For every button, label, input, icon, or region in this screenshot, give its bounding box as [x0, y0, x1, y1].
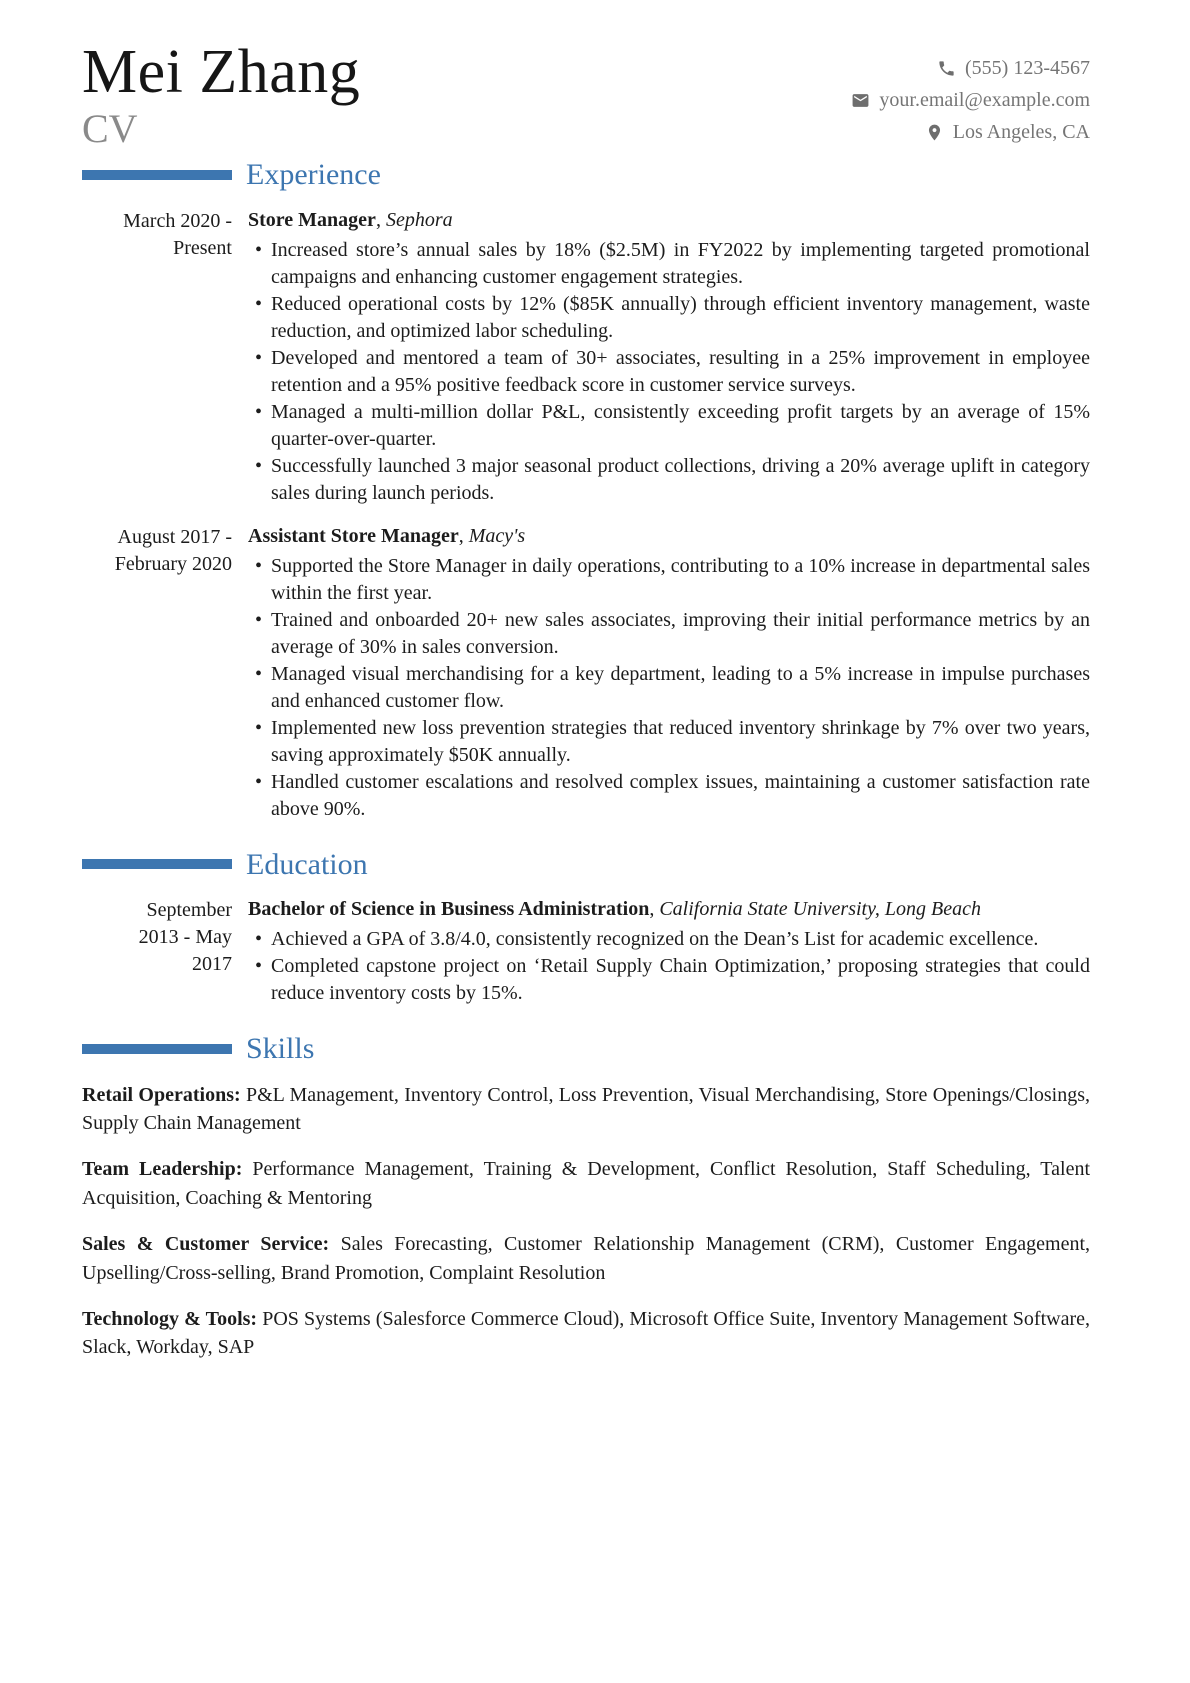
- skill-group: [82, 1081, 1090, 1138]
- skill-group: [82, 1230, 1090, 1287]
- section-rule-bar: [82, 170, 232, 180]
- entry-title-line: [248, 207, 1090, 234]
- skill-group-text: Performance Management, Training & Development, Conflict Resolution, Staff Scheduling, Talent Acquisition, Coaching & Mentoring: [82, 1158, 1090, 1209]
- contact-phone-row: [851, 52, 1090, 84]
- entry-organization: California State University, Long Beach: [659, 898, 981, 921]
- skill-group-label: Technology & Tools:: [82, 1307, 258, 1330]
- skill-group-text: POS Systems (Salesforce Commerce Cloud), Microsoft Office Suite, Inventory Management Software, Slack, Workday, SAP: [82, 1307, 1091, 1359]
- section-rule-bar: [82, 1044, 232, 1054]
- skill-group-text: P&L Management, Inventory Control, Loss Prevention, Visual Merchandising, Store Openings/Closings, Supply Chain Management: [82, 1083, 1091, 1134]
- bullet-item: • Successfully launched 3 major seasonal product collections, driving a 20% average uplift in category sales during launch periods.: [248, 453, 1090, 507]
- entry-role: Assistant Store Manager: [248, 524, 459, 547]
- entry-organization: Sephora: [385, 208, 453, 231]
- entry-title-line: [248, 523, 1090, 550]
- experience-entry: [82, 523, 1090, 823]
- experience-entry: [82, 207, 1090, 507]
- section-rule-bar: [82, 859, 232, 869]
- entry-separator: ,: [458, 524, 469, 547]
- bullet-item: • Implemented new loss prevention strategies that reduced inventory shrinkage by 7% over two years, saving approximately $50K annually.: [248, 715, 1090, 769]
- bullet-item: • Handled customer escalations and resolved complex issues, maintaining a customer satisfaction rate above 90%.: [248, 769, 1090, 823]
- entry-dates-cell: [82, 896, 232, 1007]
- contact-phone: (555) 123-4567: [965, 57, 1090, 79]
- phone-icon: [937, 59, 956, 78]
- bullet-item: • Trained and onboarded 20+ new sales associates, improving their initial performance metrics by an average of 30% in sales conversion.: [248, 607, 1090, 661]
- experience-section-head: [82, 159, 1090, 191]
- experience-entries: [82, 207, 1090, 823]
- bullet-item: • Managed a multi-million dollar P&L, consistently exceeding profit targets by an average of 15% quarter-over-quarter.: [248, 399, 1090, 453]
- bullet-item: • Achieved a GPA of 3.8/4.0, consistently recognized on the Dean’s List for academic excellence.: [248, 926, 1090, 953]
- education-entries: [82, 896, 1090, 1007]
- contact-location-row: [851, 116, 1090, 148]
- entry-title-line: [248, 896, 1090, 923]
- education-section-head: [82, 849, 1090, 881]
- entry-dates: August 2017 - February 2020: [114, 525, 232, 575]
- skills-groups: [82, 1081, 1090, 1362]
- bullet-item: • Developed and mentored a team of 30+ associates, resulting in a 25% improvement in employee retention and a 95% positive feedback score in customer service surveys.: [248, 345, 1090, 399]
- section-skills: [82, 1033, 1090, 1362]
- entry-dates: September 2013 - May 2017: [138, 899, 232, 976]
- entry-bullet-list: [248, 237, 1090, 507]
- header: [82, 40, 1090, 151]
- bullet-item: • Completed capstone project on ‘Retail Supply Chain Optimization,’ proposing strategies that could reduce inventory costs by 15%.: [248, 953, 1090, 1007]
- entry-dates-cell: [82, 523, 232, 823]
- entry-separator: ,: [375, 208, 386, 231]
- contact-email-row: [851, 84, 1090, 116]
- entry-bullet-list: [248, 553, 1090, 823]
- bullet-item: • Reduced operational costs by 12% ($85K annually) through efficient inventory management, waste reduction, and optimized labor scheduling.: [248, 291, 1090, 345]
- entry-content: [248, 896, 1090, 1007]
- entry-bullet-list: [248, 926, 1090, 1007]
- skill-group-label: Retail Operations:: [82, 1083, 241, 1106]
- cv-subtitle: CV: [82, 106, 138, 152]
- entry-dates: March 2020 - Present: [123, 209, 232, 259]
- skills-section-title: Skills: [246, 1032, 315, 1066]
- skill-group-text: Sales Forecasting, Customer Relationship Management (CRM), Customer Engagement, Upselling/Cross-selling, Brand Promotion, Complaint Resolution: [82, 1233, 1091, 1284]
- location-pin-icon: [925, 123, 944, 142]
- experience-section-title: Experience: [246, 158, 381, 192]
- skills-section-head: [82, 1033, 1090, 1065]
- page-title: Mei Zhang: [82, 38, 361, 106]
- header-identity: [82, 40, 360, 151]
- entry-role: Bachelor of Science in Business Administration: [248, 898, 650, 921]
- skill-group: [82, 1155, 1090, 1212]
- bullet-item: • Increased store’s annual sales by 18% ($2.5M) in FY2022 by implementing targeted promotional campaigns and enhancing customer engagement strategies.: [248, 237, 1090, 291]
- entry-dates-cell: [82, 207, 232, 507]
- entry-organization: Macy's: [468, 524, 526, 547]
- skill-group: [82, 1305, 1090, 1362]
- bullet-item: • Supported the Store Manager in daily operations, contributing to a 10% increase in departmental sales within the first year.: [248, 553, 1090, 607]
- entry-separator: ,: [649, 898, 660, 921]
- skill-group-label: Sales & Customer Service:: [82, 1233, 330, 1256]
- entry-content: [248, 523, 1090, 823]
- section-education: [82, 849, 1090, 1008]
- contact-block: [851, 52, 1090, 148]
- section-experience: [82, 159, 1090, 823]
- education-section-title: Education: [246, 847, 368, 881]
- education-entry: [82, 896, 1090, 1007]
- skill-group-label: Team Leadership:: [82, 1158, 243, 1181]
- entry-role: Store Manager: [248, 208, 376, 231]
- envelope-icon: [851, 91, 870, 110]
- entry-content: [248, 207, 1090, 507]
- bullet-item: • Managed visual merchandising for a key department, leading to a 5% increase in impulse purchases and enhanced customer flow.: [248, 661, 1090, 715]
- contact-location: Los Angeles, CA: [952, 121, 1090, 143]
- contact-email: your.email@example.com: [879, 89, 1090, 111]
